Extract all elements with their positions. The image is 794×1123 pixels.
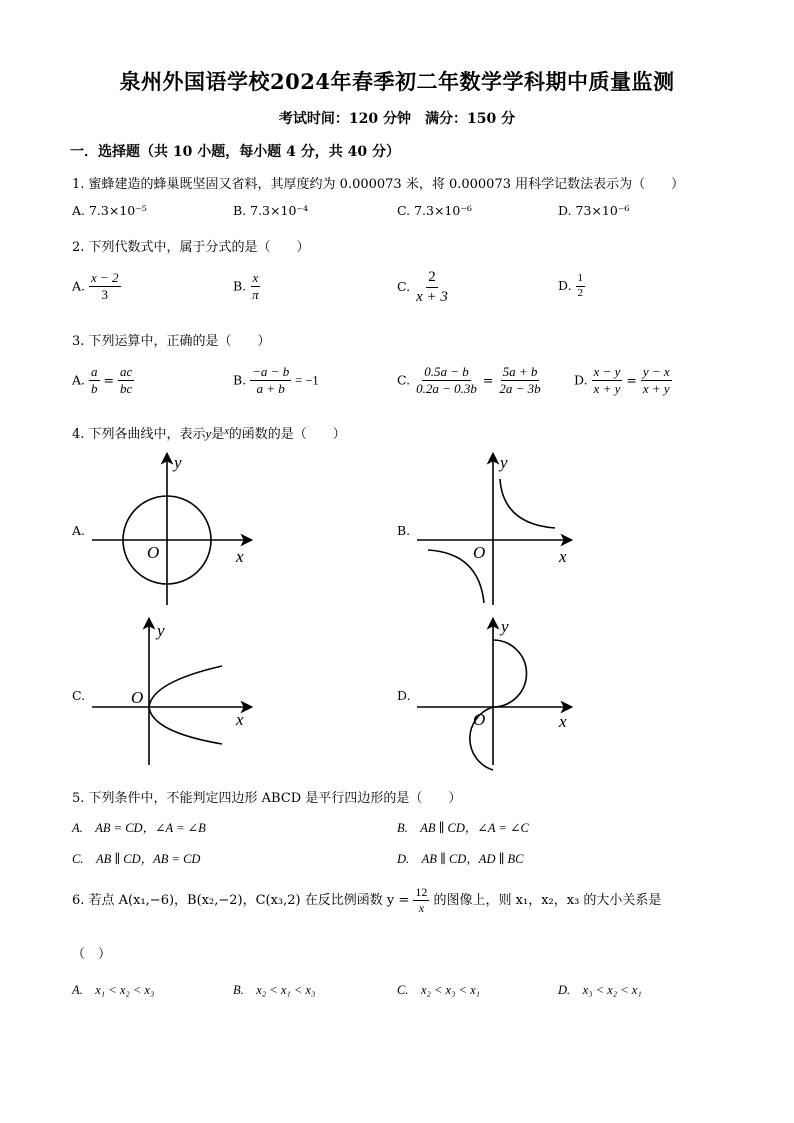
graph-b (417, 455, 570, 605)
q1-option-b: B. 7.3×10⁻⁴ (233, 203, 308, 218)
origin-label: O (473, 710, 486, 729)
q2-option-b: B. $\frac{x}{\pi}$ (233, 270, 259, 303)
q1-stem: 1. 蜜蜂建造的蜂巢既坚固又省料，其厚度约为 0.000073 米，将 0.000073 用科学记数法表示为（ ） (72, 177, 685, 192)
section-heading: 一．选择题（共 10 小题，每小题 4 分，共 40 分） (70, 144, 400, 160)
q4-label-c: C. (72, 688, 86, 703)
q2-option-d: D. $\frac{1}{2}$ (558, 272, 584, 299)
q5-option-b: B. AB ∥ CD，∠A = ∠C (397, 821, 529, 835)
q1-option-d: D. 73×10⁻⁶ (558, 203, 630, 218)
q3-option-c: C. $\frac{0.5a - b}{0.2a - 0.3b}$ = $\frac{5a + b}{2a - 3b}$ (397, 364, 541, 397)
q2-option-c: C. $\frac{2}{x + 3}$ (397, 269, 448, 305)
q2-stem: 2. 下列代数式中，属于分式的是（ ） (72, 240, 310, 255)
graph-a (92, 455, 250, 605)
origin-label: O (147, 543, 160, 562)
q3-option-a: A. $\frac{a}{b}$ = $\frac{ac}{bc}$ (72, 364, 133, 397)
exam-info: 考试时间：120 分钟 满分：150 分 (278, 111, 516, 127)
axis-y-label: y (500, 453, 508, 472)
q6-stem: 6. 若点 A(x₁,−6)，B(x₂,−2)，C(x₃,2) 在反比例函数 y = $\frac{12}{x}$ 的图像上，则 x₁，x₂，x₃ 的大小关系是 (72, 885, 662, 915)
q1-option-c: C. 7.3×10⁻⁶ (397, 203, 472, 218)
axis-x-label: x (559, 712, 567, 731)
graph-d (417, 620, 570, 770)
fraction: $\frac{x - 2}{3}$ (91, 270, 119, 303)
axis-y-label: y (174, 453, 182, 472)
q3-option-d: D. $\frac{x - y}{x + y}$ = $\frac{y - x}{x + y}$ (574, 364, 670, 397)
q1-option-a: A. 7.3×10⁻⁵ (72, 203, 147, 218)
q6-option-a: A. x₁ < x₂ < x₃ (72, 983, 155, 997)
axis-x-label: x (236, 547, 244, 566)
origin-label: O (131, 688, 144, 707)
q6-answer-paren: （ ） (72, 947, 112, 962)
q5-option-d: D. AB ∥ CD，AD ∥ BC (397, 852, 524, 866)
page-title: 泉州外国语学校2024年春季初二年数学学科期中质量监测 (119, 69, 675, 94)
fraction: $\frac{x}{\pi}$ (252, 270, 259, 303)
axis-x-label: x (559, 547, 567, 566)
axis-x-label: x (236, 710, 244, 729)
q4-label-b: B. (397, 523, 411, 538)
graph-c (92, 620, 250, 765)
q4-stem: 4. 下列各曲线中，表示y是$^x$的函数的是（ ） (72, 426, 346, 442)
hyperbola-upper (500, 479, 555, 528)
axis-y-label: y (501, 617, 509, 636)
q6-option-b: B. x₂ < x₁ < x₃ (233, 983, 316, 997)
origin-label: O (473, 543, 486, 562)
fraction: $\frac{1}{2}$ (577, 272, 584, 299)
axis-y-label: y (157, 621, 165, 640)
q5-option-c: C. AB ∥ CD，AB = CD (72, 852, 201, 866)
q6-option-c: C. x₂ < x₃ < x₁ (397, 983, 481, 997)
q5-option-a: A. AB = CD，∠A = ∠B (72, 821, 206, 835)
q2-option-a: A. $\frac{x - 2}{3}$ (72, 270, 119, 303)
semicircle-right (493, 640, 527, 707)
q4-label-d: D. (397, 688, 411, 703)
q6-option-d: D. x₃ < x₂ < x₁ (558, 983, 642, 997)
q4-label-a: A. (72, 523, 86, 538)
parabola-curve (149, 666, 222, 744)
q3-stem: 3. 下列运算中，正确的是（ ） (72, 334, 271, 349)
q3-option-b: B. $\frac{-a - b}{a + b}$ = −1 (233, 364, 319, 397)
q5-stem: 5. 下列条件中，不能判定四边形 ABCD 是平行四边形的是（ ） (72, 791, 462, 806)
fraction: $\frac{2}{x + 3}$ (416, 269, 448, 305)
